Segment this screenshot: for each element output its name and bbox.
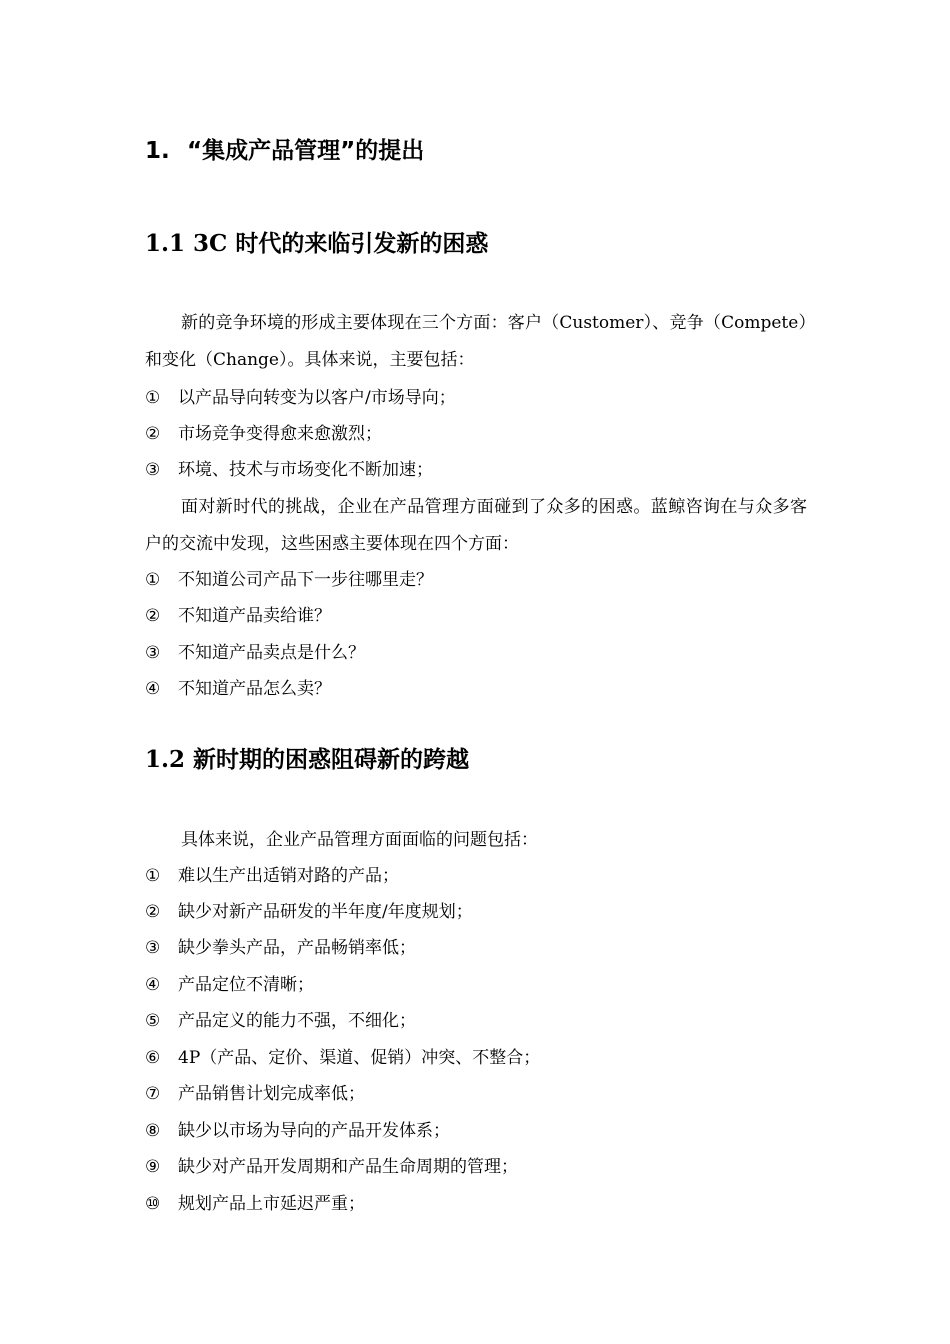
list-item [145, 598, 807, 634]
list-marker: ⑨ [145, 1157, 161, 1177]
list-item [145, 930, 807, 966]
list-item [145, 1076, 807, 1112]
list-item [145, 1003, 807, 1039]
list-marker: ④ [145, 679, 161, 699]
list-item-text: 以产品导向转变为以客户/市场导向； [178, 388, 456, 408]
list-item [145, 416, 807, 452]
section-1-1-paragraph-2: 面对新时代的挑战，企业在产品管理方面碰到了众多的困惑。蓝鲸咨询在与众多客户的交流中发现，这些困惑主要体现在四个方面： [145, 497, 807, 554]
list-item-text: 产品定位不清晰； [178, 975, 314, 995]
list-item-text: 规划产品上市延迟严重； [178, 1194, 365, 1214]
list-item-text: 缺少拳头产品，产品畅销率低； [178, 938, 416, 958]
list-item-text: 环境、技术与市场变化不断加速； [178, 460, 433, 480]
list-item [145, 1113, 807, 1149]
list-marker: ⑥ [145, 1048, 161, 1068]
list-item-text: 不知道产品卖点是什么？ [178, 643, 365, 663]
list-item-text: 产品销售计划完成率低； [178, 1084, 365, 1104]
list-item-text: 难以生产出适销对路的产品； [178, 866, 399, 886]
list-marker: ⑧ [145, 1121, 161, 1141]
section-1-title [145, 133, 424, 169]
list-item-text: 不知道产品怎么卖？ [178, 679, 331, 699]
list-marker: ③ [145, 643, 161, 663]
list-item [145, 452, 807, 488]
list-item-text: 4P（产品、定价、渠道、促销）冲突、不整合； [178, 1048, 541, 1068]
list-item [145, 671, 807, 707]
list-marker: ① [145, 866, 161, 886]
list-item [145, 1186, 807, 1222]
list-item-text: 缺少对新产品研发的半年度/年度规划； [178, 902, 473, 922]
section-1-2-paragraph-1: 具体来说，企业产品管理方面面临的问题包括： [181, 830, 538, 850]
list-marker: ② [145, 424, 161, 444]
list-marker: ⑩ [145, 1194, 161, 1214]
list-marker: ① [145, 570, 161, 590]
list-item-text: 市场竞争变得愈来愈激烈； [178, 424, 382, 444]
section-1-number: 1. [145, 138, 170, 164]
list-item [145, 894, 807, 930]
list-marker: ① [145, 388, 161, 408]
list-marker: ⑦ [145, 1084, 161, 1104]
list-item-text: 不知道产品卖给谁？ [178, 606, 331, 626]
list-marker: ④ [145, 975, 161, 995]
list-item-text: 不知道公司产品下一步往哪里走？ [178, 570, 433, 590]
list-marker: ② [145, 606, 161, 626]
list-item [145, 1040, 807, 1076]
list-item [145, 562, 807, 598]
section-1-title-text: “集成产品管理”的提出 [187, 138, 425, 164]
list-item [145, 380, 807, 416]
list-item [145, 1149, 807, 1185]
list-item-text: 缺少对产品开发周期和产品生命周期的管理； [178, 1157, 518, 1177]
list-item-text: 缺少以市场为导向的产品开发体系； [178, 1121, 450, 1141]
section-1-1-paragraph-1: 新的竞争环境的形成主要体现在三个方面：客户（Customer）、竞争（Compete）和变化（Change）。具体来说，主要包括： [145, 313, 807, 370]
list-item-text: 产品定义的能力不强，不细化； [178, 1011, 416, 1031]
list-item [145, 967, 807, 1003]
list-marker: ⑤ [145, 1011, 161, 1031]
list-item [145, 858, 807, 894]
list-marker: ③ [145, 938, 161, 958]
list-marker: ② [145, 902, 161, 922]
section-1-1-heading: 1.1 3C 时代的来临引发新的困惑 [145, 230, 489, 257]
list-item [145, 635, 807, 671]
section-1-2-heading: 1.2 新时期的困惑阻碍新的跨越 [145, 746, 470, 773]
list-marker: ③ [145, 460, 161, 480]
